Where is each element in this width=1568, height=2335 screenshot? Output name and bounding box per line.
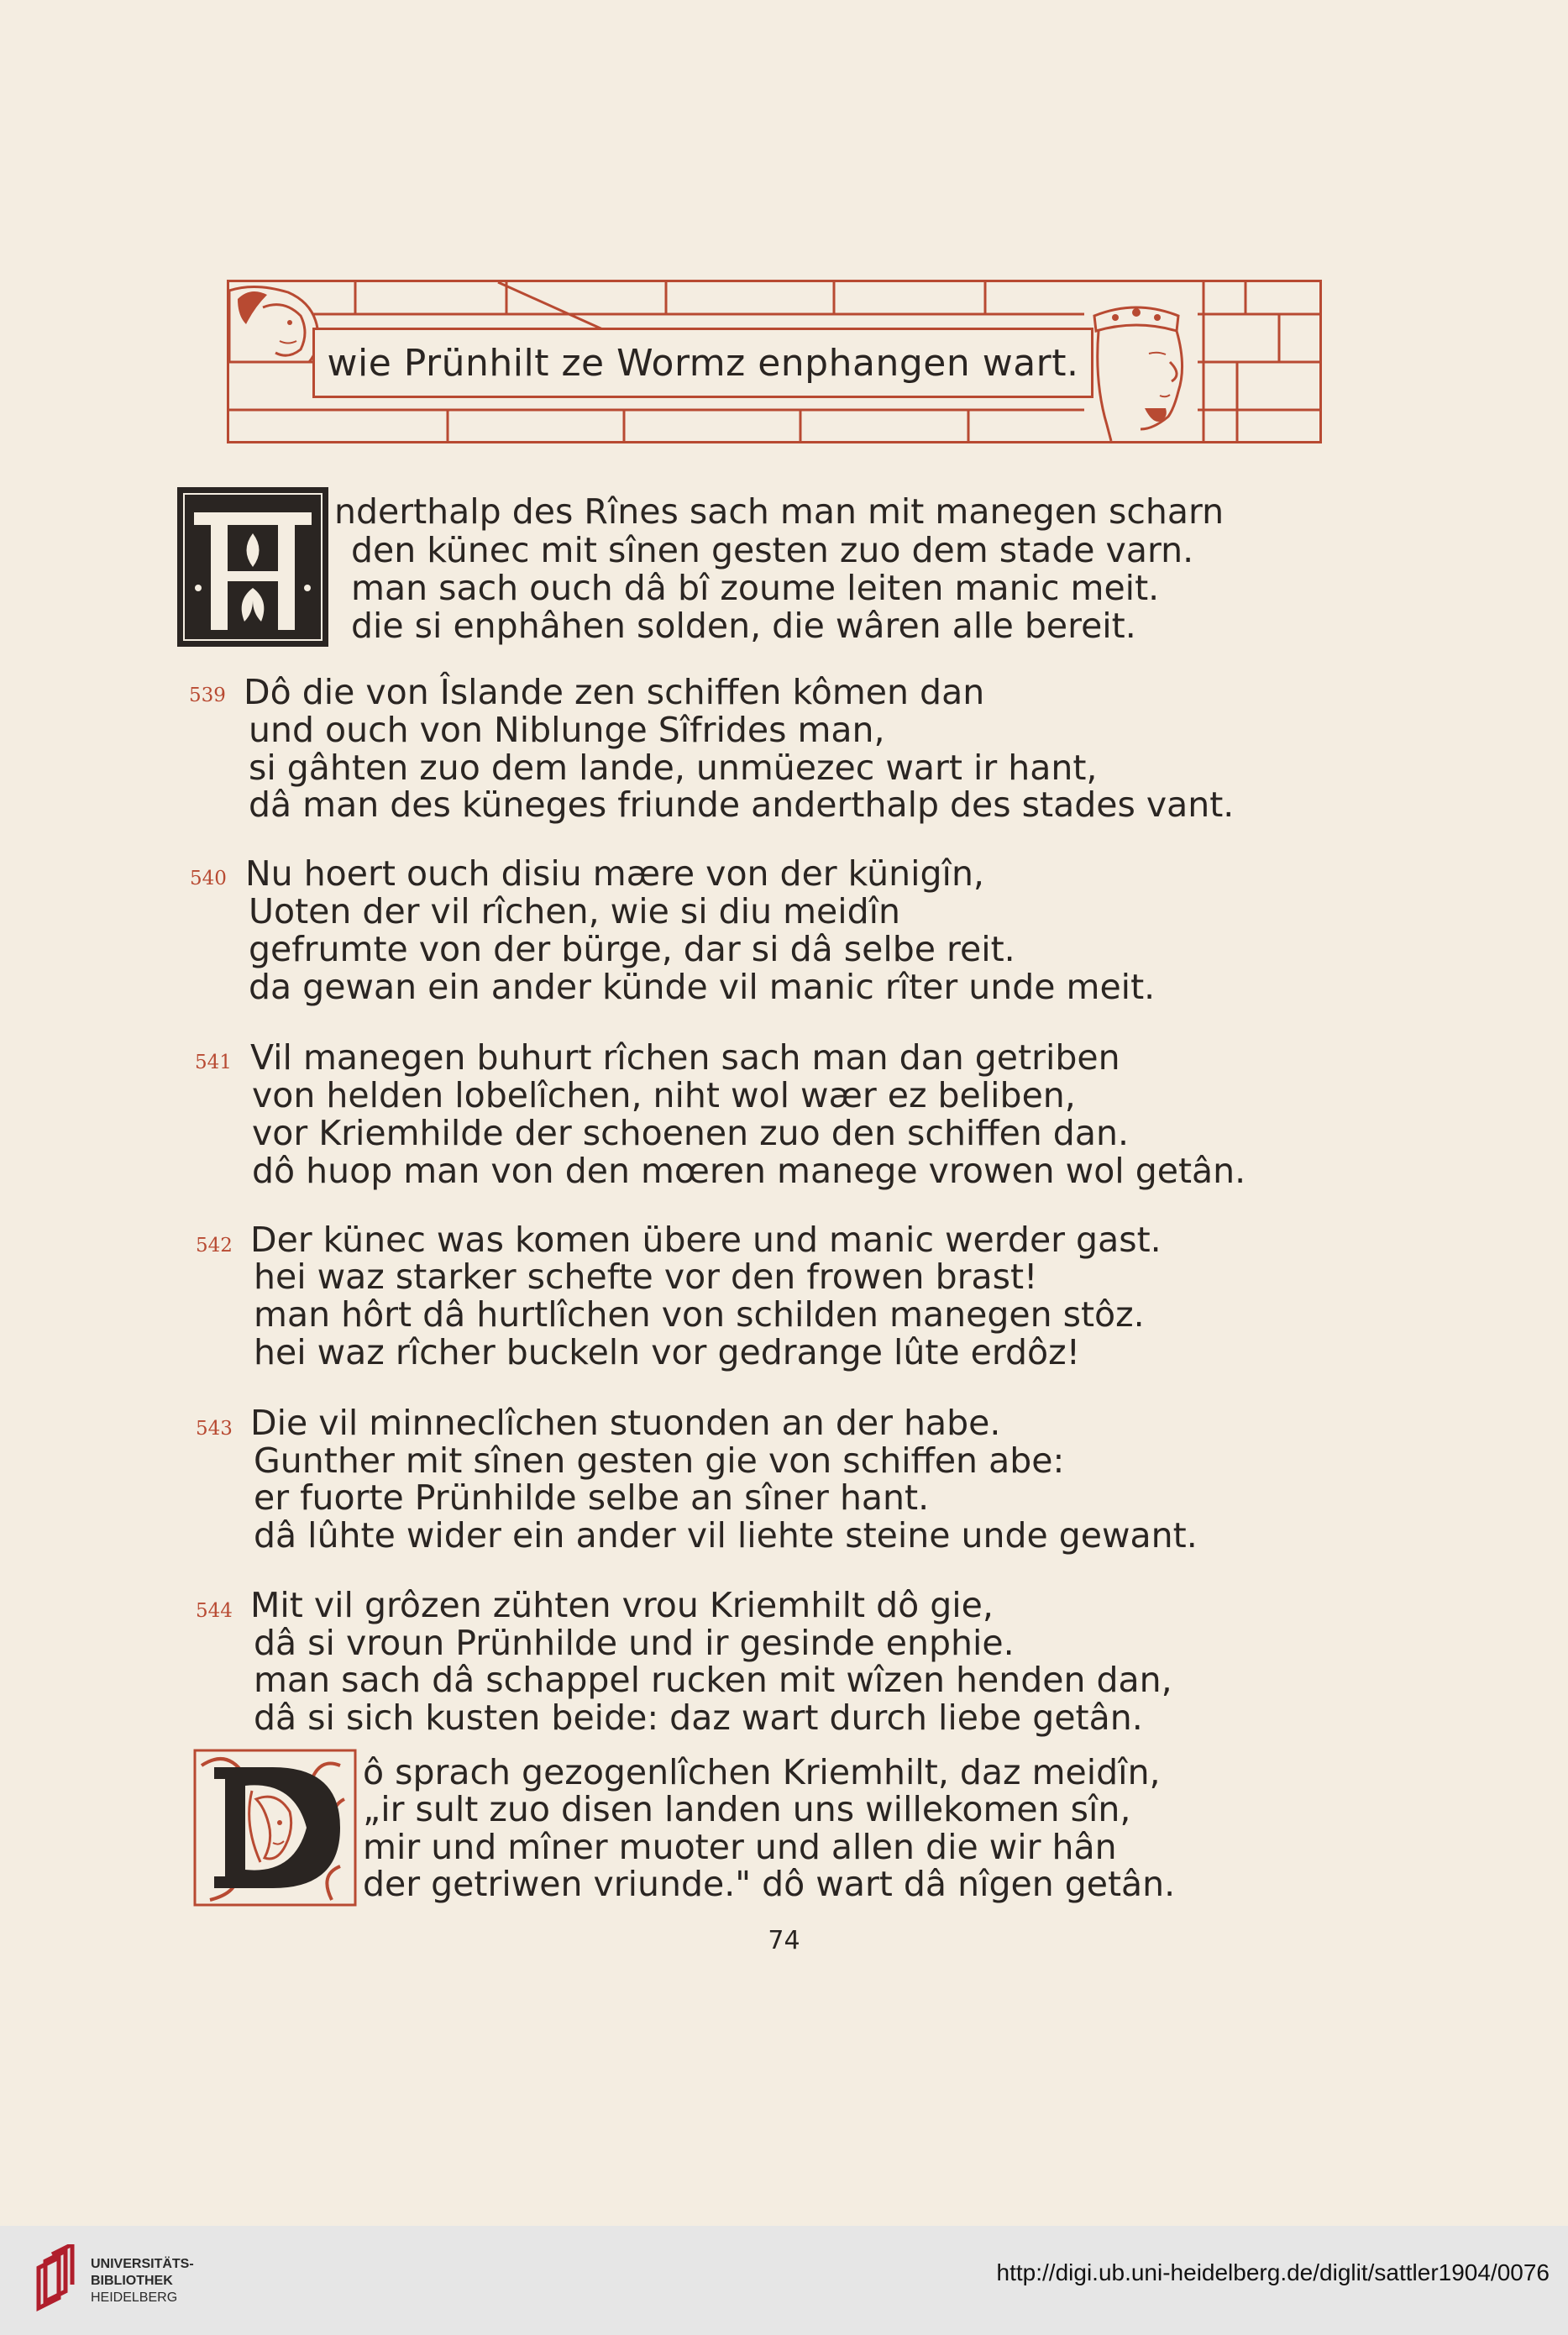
stanza-3-line-3: dô huop man von den mœren manege vrowen wol getân.: [252, 1151, 1246, 1191]
stanza-3-line-1: von helden lobelîchen, niht wol wær ez beliben,: [252, 1075, 1076, 1115]
stanza-5-line-3: dâ lûhte wider ein ander vil liehte steine unde gewant.: [254, 1515, 1198, 1556]
stanza-7-line-3: der getriwen vriunde." dô wart dâ nîgen getân.: [363, 1864, 1176, 1904]
stanza-1-line-0: Dô die von Îslande zen schiffen kômen dan: [244, 672, 985, 712]
stanza-4-line-2: man hôrt dâ hurtlîchen von schilden manegen stôz.: [254, 1294, 1145, 1335]
stanza-7-line-2: mir und mîner muoter und allen die wir hân: [363, 1827, 1117, 1867]
stanza-4-line-0: Der künec was komen übere und manic werder gast.: [250, 1220, 1162, 1260]
stanza-6-line-2: man sach dâ schappel rucken mit wîzen henden dan,: [254, 1660, 1172, 1700]
library-name-line3: HEIDELBERG: [91, 2290, 178, 2305]
stanza-0-line-2: man sach ouch dâ bî zoume leiten manic meit.: [351, 568, 1160, 608]
stanza-3-line-2: vor Kriemhilde der schoenen zuo den schiffen dan.: [252, 1113, 1129, 1153]
stanza-4-line-1: hei waz starker schefte vor den frowen brast!: [254, 1257, 1038, 1297]
library-logo-icon: [34, 2244, 84, 2318]
stanza-number: 543: [196, 1418, 233, 1440]
stanza-0-line-0: nderthalp des Rînes sach man mit manegen scharn: [334, 491, 1225, 532]
stanza-7-line-1: „ir sult zuo disen landen uns willekomen sîn,: [363, 1789, 1131, 1829]
stanza-1-line-1: und ouch von Niblunge Sîfrides man,: [249, 710, 885, 750]
source-url-link[interactable]: http://digi.ub.uni-heidelberg.de/diglit/sattler1904/0076: [996, 2259, 1550, 2285]
stanza-5-line-2: er fuorte Prünhilde selbe an sîner hant.: [254, 1477, 930, 1518]
stanza-4-line-3: hei waz rîcher buckeln vor gedrange lûte erdôz!: [254, 1332, 1081, 1372]
ornamental-letter-a-icon: [177, 487, 328, 647]
stanza-5-line-1: Gunther mit sînen gesten gie von schiffen abe:: [254, 1440, 1065, 1481]
stanza-2-line-1: Uoten der vil rîchen, wie si diu meidîn: [249, 891, 901, 931]
library-name: [91, 2256, 194, 2306]
right-crowned-face-figure: [1084, 299, 1198, 441]
chapter-heading: wie Prünhilt ze Wormz enphangen wart.: [312, 328, 1093, 398]
stanza-2-line-0: Nu hoert ouch disiu mære von der künigîn,: [245, 853, 984, 894]
stanza-1-line-2: si gâhten zuo dem lande, unmüezec wart ir hant,: [249, 748, 1098, 788]
left-face-figure: [229, 286, 318, 362]
stanza-7-line-0: ô sprach gezogenlîchen Kriemhilt, daz meidîn,: [363, 1752, 1161, 1792]
dropcap-initial-a: [177, 487, 328, 647]
ornamental-letter-d-icon: [193, 1749, 357, 1907]
stanza-number: 544: [196, 1600, 233, 1622]
stanza-2-line-3: da gewan ein ander künde vil manic rîter unde meit.: [249, 967, 1156, 1007]
dropcap-initial-d: [193, 1749, 357, 1907]
stanza-2-line-2: gefrumte von der bürge, dar si dâ selbe reit.: [249, 929, 1015, 969]
stanza-6-line-0: Mit vil grôzen zühten vrou Kriemhilt dô gie,: [250, 1585, 994, 1625]
library-name-line2: BIBLIOTHEK: [91, 2274, 173, 2288]
stanza-number: 539: [189, 685, 226, 706]
page-number: 74: [768, 1926, 800, 1955]
stanza-1-line-3: dâ man des küneges friunde anderthalp des stades vant.: [249, 784, 1235, 825]
stanza-3-line-0: Vil manegen buhurt rîchen sach man dan getriben: [250, 1037, 1120, 1078]
stanza-number: 540: [190, 868, 227, 889]
stanza-number: 542: [196, 1235, 233, 1257]
stanza-5-line-0: Die vil minneclîchen stuonden an der habe.: [250, 1403, 1001, 1443]
stanza-0-line-3: die si enphâhen solden, die wâren alle bereit.: [351, 606, 1136, 646]
stanza-6-line-3: dâ si sich kusten beide: daz wart durch liebe getân.: [254, 1697, 1143, 1738]
stanza-6-line-1: dâ si vroun Prünhilde und ir gesinde enphie.: [254, 1623, 1015, 1663]
library-name-line1: UNIVERSITÄTS-: [91, 2257, 194, 2271]
stanza-number: 541: [195, 1052, 232, 1073]
stanza-0-line-1: den künec mit sînen gesten zuo dem stade varn.: [351, 530, 1194, 570]
